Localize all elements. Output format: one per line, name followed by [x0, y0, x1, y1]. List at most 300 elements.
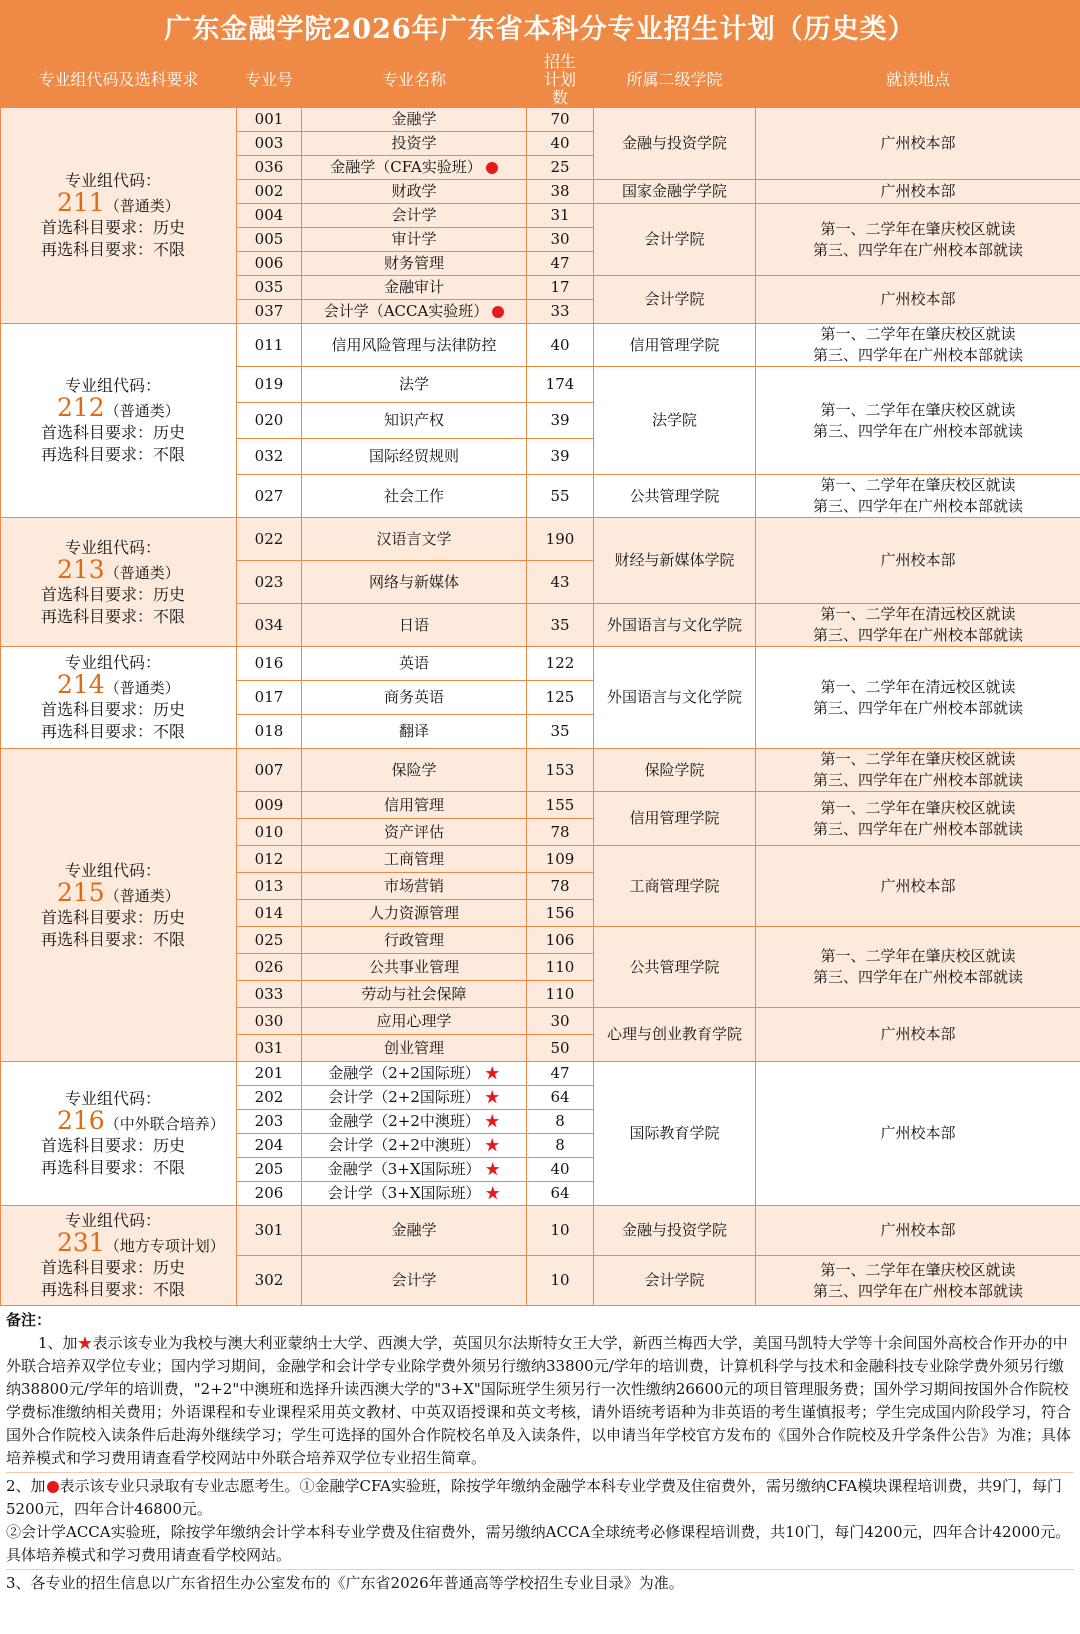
college-cell: 心理与创业教育学院	[594, 1008, 756, 1062]
group-code-line	[41, 670, 236, 699]
college-cell: 信用管理学院	[594, 792, 756, 846]
header-location: 就读地点	[756, 53, 1080, 108]
red-dot-icon	[47, 1481, 59, 1493]
major-name-cell	[302, 873, 527, 900]
plan-count: 106	[527, 927, 594, 954]
plan-count: 35	[527, 715, 594, 749]
major-name-cell	[302, 561, 527, 604]
college-cell: 国际教育学院	[594, 1062, 756, 1206]
plan-count: 10	[527, 1256, 594, 1306]
location-cell	[756, 846, 1080, 927]
major-name-cell	[302, 819, 527, 846]
table-row	[1, 518, 1080, 561]
major-name: 人力资源管理	[368, 903, 459, 922]
group-code-label: 专业组代码：	[65, 860, 162, 880]
college-cell: 会计学院	[594, 276, 756, 324]
location-line: 第一、二学年在清远校区就读	[820, 605, 1016, 623]
major-name: 会计学（ACCA实验班）	[323, 302, 489, 320]
location-line: 第三、四学年在广州校本部就读	[812, 497, 1023, 515]
major-no: 002	[237, 180, 302, 204]
plan-count: 78	[527, 819, 594, 846]
table-row	[1, 108, 1080, 132]
location-cell	[756, 1206, 1080, 1256]
major-name: 英语	[398, 654, 429, 672]
plan-count: 8	[527, 1110, 594, 1134]
major-no: 302	[237, 1256, 302, 1306]
college-cell: 法学院	[594, 367, 756, 475]
major-name: 行政管理	[383, 930, 444, 949]
location-cell	[756, 927, 1080, 1008]
major-name: 审计学	[391, 230, 437, 248]
plan-count: 174	[527, 367, 594, 403]
table-row	[1, 647, 1080, 681]
star-icon: ★	[484, 1112, 500, 1130]
group-code: 212	[57, 393, 105, 422]
major-name: 国际经贸规则	[368, 447, 459, 465]
major-no: 016	[237, 647, 302, 681]
location-line: 第三、四学年在广州校本部就读	[812, 421, 1023, 440]
major-no: 010	[237, 819, 302, 846]
major-name-cell	[302, 180, 527, 204]
location-line: 第一、二学年在肇庆校区就读	[820, 476, 1016, 494]
major-no: 007	[237, 749, 302, 792]
table-row	[1, 1206, 1080, 1256]
major-name-cell	[302, 1134, 527, 1158]
major-name-cell	[302, 1086, 527, 1110]
location-line: 广州校本部	[880, 182, 956, 200]
note-2-prefix: 2、加	[6, 1477, 46, 1495]
location-line: 第三、四学年在广州校本部就读	[812, 968, 1023, 986]
location-cell	[756, 475, 1080, 518]
major-name-cell	[302, 1256, 527, 1306]
note-1	[6, 1332, 1074, 1470]
major-name-cell	[302, 518, 527, 561]
location-cell	[756, 792, 1080, 846]
first-subject-req: 首选科目要求：历史	[41, 700, 186, 719]
major-name: 社会工作	[383, 486, 444, 505]
major-name-cell	[302, 439, 527, 475]
major-name-cell	[302, 475, 527, 518]
second-subject-req: 再选科目要求：不限	[41, 1158, 186, 1177]
major-no: 017	[237, 681, 302, 715]
location-cell	[756, 324, 1080, 367]
group-code-line	[41, 393, 236, 422]
major-no: 013	[237, 873, 302, 900]
location-cell	[756, 749, 1080, 792]
group-code-label: 专业组代码：	[65, 653, 162, 672]
location-line: 广州校本部	[880, 876, 956, 895]
major-name: 会计学（2+2中澳班）	[328, 1136, 480, 1154]
plan-count: 109	[527, 846, 594, 873]
note-2	[6, 1475, 1074, 1521]
major-no: 014	[237, 900, 302, 927]
star-icon: ★	[485, 1160, 501, 1178]
college-cell: 公共管理学院	[594, 927, 756, 1008]
plan-count: 47	[527, 252, 594, 276]
plan-count: 50	[527, 1035, 594, 1062]
plan-count: 38	[527, 180, 594, 204]
major-no: 022	[237, 518, 302, 561]
college-cell: 国家金融学学院	[594, 180, 756, 204]
second-subject-req: 再选科目要求：不限	[41, 606, 186, 626]
major-name: 信用风险管理与法律防控	[331, 335, 497, 354]
college-cell: 会计学院	[594, 204, 756, 276]
plan-count: 31	[527, 204, 594, 228]
location-line: 第三、四学年在广州校本部就读	[812, 771, 1023, 789]
major-name-cell	[302, 981, 527, 1008]
notes-heading: 备注：	[6, 1311, 52, 1329]
table-row	[1, 749, 1080, 792]
major-name-cell	[302, 1062, 527, 1086]
major-no: 023	[237, 561, 302, 604]
first-subject-req: 首选科目要求：历史	[41, 907, 186, 927]
major-name: 商务英语	[383, 688, 444, 706]
major-name: 知识产权	[383, 411, 444, 429]
college-cell: 金融与投资学院	[594, 108, 756, 180]
major-no: 035	[237, 276, 302, 300]
header-plan-label: 招生计划数	[543, 52, 576, 107]
major-no: 301	[237, 1206, 302, 1256]
plan-count: 64	[527, 1086, 594, 1110]
second-subject-req: 再选科目要求：不限	[41, 240, 186, 259]
plan-count: 153	[527, 749, 594, 792]
group-code-line	[41, 1106, 236, 1135]
notes-divider	[6, 1569, 1074, 1570]
major-name: 法学	[398, 375, 429, 393]
table-header-row	[1, 53, 1080, 108]
plan-count: 30	[527, 228, 594, 252]
plan-count: 78	[527, 873, 594, 900]
group-cell	[1, 324, 237, 518]
note-2-text: 表示该专业只录取有专业志愿考生。①金融学CFA实验班，除按学年缴纳金融学本科专业学费及住宿费外，需另缴纳CFA模块课程培训费，共9门，每门5200元，四年合计46800元。	[6, 1477, 1062, 1518]
note-3: 3、各专业的招生信息以广东省招生办公室发布的《广东省2026年普通高等学校招生专业目录》为准。	[6, 1574, 684, 1592]
header-major-no: 专业号	[237, 53, 302, 108]
location-cell	[756, 108, 1080, 180]
major-no: 018	[237, 715, 302, 749]
plan-count: 30	[527, 1008, 594, 1035]
notes-section	[0, 1306, 1080, 1595]
major-name: 劳动与社会保障	[361, 984, 467, 1003]
major-name: 工商管理	[383, 849, 444, 868]
location-line: 第一、二学年在肇庆校区就读	[820, 798, 1016, 817]
major-no: 205	[237, 1158, 302, 1182]
plan-count: 190	[527, 518, 594, 561]
major-name: 投资学	[391, 134, 437, 152]
major-name: 公共事业管理	[368, 957, 459, 976]
group-code: 231	[57, 1228, 105, 1257]
note-1-prefix: 1、加	[38, 1334, 78, 1352]
group-cell	[1, 749, 237, 1062]
major-name-cell	[302, 324, 527, 367]
major-name: 保险学	[391, 760, 437, 779]
plan-count: 40	[527, 1158, 594, 1182]
group-type: （普通类）	[104, 679, 180, 697]
major-no: 030	[237, 1008, 302, 1035]
header-college: 所属二级学院	[594, 53, 756, 108]
major-name: 会计学	[391, 206, 437, 224]
location-line: 第一、二学年在清远校区就读	[820, 677, 1016, 696]
group-cell	[1, 518, 237, 647]
location-line: 第一、二学年在肇庆校区就读	[820, 947, 1016, 965]
plan-count: 33	[527, 300, 594, 324]
major-no: 020	[237, 403, 302, 439]
major-name: 金融学（CFA实验班）	[330, 158, 482, 176]
plan-count: 39	[527, 403, 594, 439]
plan-count: 17	[527, 276, 594, 300]
college-cell: 金融与投资学院	[594, 1206, 756, 1256]
group-code-line	[41, 877, 236, 907]
major-name-cell	[302, 1008, 527, 1035]
major-name: 网络与新媒体	[368, 572, 459, 591]
major-name-cell	[302, 681, 527, 715]
location-cell	[756, 604, 1080, 647]
major-no: 019	[237, 367, 302, 403]
major-no: 006	[237, 252, 302, 276]
group-type: （普通类）	[104, 563, 180, 582]
major-no: 202	[237, 1086, 302, 1110]
college-cell: 工商管理学院	[594, 846, 756, 927]
group-code-line	[41, 554, 236, 584]
first-subject-req: 首选科目要求：历史	[41, 218, 186, 237]
group-code-line	[41, 188, 236, 217]
group-code: 216	[57, 1106, 105, 1135]
plan-count: 43	[527, 561, 594, 604]
group-code: 211	[57, 188, 105, 217]
location-line: 第一、二学年在肇庆校区就读	[820, 325, 1016, 343]
major-name-cell	[302, 108, 527, 132]
major-name: 金融学（2+2中澳班）	[328, 1112, 480, 1130]
major-name-cell	[302, 156, 527, 180]
header-group-code: 专业组代码及选科要求	[1, 53, 237, 108]
major-no: 031	[237, 1035, 302, 1062]
group-code-line	[41, 1228, 236, 1257]
major-no: 012	[237, 846, 302, 873]
red-dot-icon	[492, 306, 504, 318]
table-row	[1, 324, 1080, 367]
major-name-cell	[302, 647, 527, 681]
first-subject-req: 首选科目要求：历史	[41, 423, 186, 442]
plan-count: 156	[527, 900, 594, 927]
star-icon: ★	[484, 1064, 500, 1082]
college-cell: 财经与新媒体学院	[594, 518, 756, 604]
plan-count: 8	[527, 1134, 594, 1158]
header-plan	[527, 53, 594, 108]
location-line: 广州校本部	[880, 1221, 956, 1239]
location-cell	[756, 518, 1080, 604]
location-line: 第一、二学年在肇庆校区就读	[820, 400, 1016, 419]
major-name-cell	[302, 604, 527, 647]
plan-count: 47	[527, 1062, 594, 1086]
plan-count: 125	[527, 681, 594, 715]
second-subject-req: 再选科目要求：不限	[41, 1280, 186, 1299]
plan-count: 70	[527, 108, 594, 132]
location-line: 广州校本部	[880, 551, 956, 569]
major-name-cell	[302, 300, 527, 324]
major-name-cell	[302, 1182, 527, 1206]
first-subject-req: 首选科目要求：历史	[41, 584, 186, 604]
major-no: 036	[237, 156, 302, 180]
major-name-cell	[302, 204, 527, 228]
location-line: 第三、四学年在广州校本部就读	[812, 819, 1023, 838]
group-code-label: 专业组代码：	[65, 1089, 162, 1108]
plan-count: 39	[527, 439, 594, 475]
major-name-cell	[302, 1206, 527, 1256]
major-no: 203	[237, 1110, 302, 1134]
plan-count: 122	[527, 647, 594, 681]
major-name: 会计学	[391, 1271, 437, 1289]
major-name-cell	[302, 900, 527, 927]
red-dot-icon	[486, 162, 498, 174]
major-name: 信用管理	[383, 795, 444, 814]
major-no: 037	[237, 300, 302, 324]
major-no: 004	[237, 204, 302, 228]
group-cell	[1, 1206, 237, 1306]
location-cell	[756, 1008, 1080, 1062]
enrollment-table	[0, 52, 1080, 1306]
first-subject-req: 首选科目要求：历史	[41, 1258, 186, 1277]
group-code: 213	[57, 554, 105, 584]
major-name-cell	[302, 276, 527, 300]
major-name-cell	[302, 954, 527, 981]
major-name: 应用心理学	[376, 1011, 452, 1030]
second-subject-req: 再选科目要求：不限	[41, 722, 186, 741]
major-name-cell	[302, 228, 527, 252]
college-cell: 公共管理学院	[594, 475, 756, 518]
major-no: 009	[237, 792, 302, 819]
location-cell	[756, 367, 1080, 475]
group-cell	[1, 108, 237, 324]
notes-divider	[6, 1472, 1074, 1473]
plan-count: 110	[527, 981, 594, 1008]
star-icon: ★	[484, 1088, 500, 1106]
major-no: 027	[237, 475, 302, 518]
location-line: 广州校本部	[880, 1124, 956, 1142]
plan-count: 35	[527, 604, 594, 647]
major-name-cell	[302, 403, 527, 439]
major-name: 市场营销	[383, 876, 444, 895]
location-line: 广州校本部	[880, 1025, 956, 1043]
plan-count: 40	[527, 324, 594, 367]
major-name: 创业管理	[383, 1038, 444, 1057]
major-name: 金融审计	[383, 278, 444, 296]
major-name: 金融学（3+X国际班）	[327, 1160, 481, 1178]
group-cell	[1, 1062, 237, 1206]
major-name-cell	[302, 132, 527, 156]
table-body	[1, 108, 1080, 1306]
major-no: 001	[237, 108, 302, 132]
plan-count: 25	[527, 156, 594, 180]
note-2-acca: ②会计学ACCA实验班，除按学年缴纳会计学本科专业学费及住宿费外，需另缴纳ACCA全球统考必修课程培训费，共10门，每门4200元，四年合计42000元。具体培养模式和学习费用请查看学校网站。	[6, 1523, 1071, 1564]
college-cell: 会计学院	[594, 1256, 756, 1306]
star-icon: ★	[77, 1334, 93, 1352]
note-1-text: 表示该专业为我校与澳大利亚蒙纳士大学、西澳大学，英国贝尔法斯特女王大学，新西兰梅西大学，美国马凯特大学等十余间国外高校合作开办的中外联合培养双学位专业；国内学习期间，金融学和会计学专业除学费外须另行缴纳33800元/学年的培训费，计算机科学与技术和金融科技专业除学费外须另行缴纳38800元/学年的培训费，"2+2"中澳班和选择升读西澳大学的"3+X"国际班学生须另行一次性缴纳26600元的项目管理服务费；国外学习期间按国外合作院校学费标准缴纳相关费用；外语课程和专业课程采用英文教材、中英双语授课和英文考核，请外语统考语种为非英语的考生谨慎报考；学生完成国内阶段学习，符合国外合作院校入读条件后赴海外继续学习；学生可选择的国外合作院校名单及入读条件，以申请当年学校官方发布的《国外合作院校及升学条件公告》为准；具体培养模式和学习费用请查看学校网站中外联合培养双学位专业招生简章。	[6, 1334, 1072, 1467]
major-name: 汉语言文学	[376, 529, 452, 548]
major-no: 011	[237, 324, 302, 367]
college-cell: 保险学院	[594, 749, 756, 792]
location-line: 第一、二学年在肇庆校区就读	[820, 219, 1016, 238]
second-subject-req: 再选科目要求：不限	[41, 445, 186, 464]
major-name-cell	[302, 252, 527, 276]
major-name-cell	[302, 1110, 527, 1134]
major-name: 会计学（2+2国际班）	[328, 1088, 480, 1106]
major-no: 033	[237, 981, 302, 1008]
major-no: 201	[237, 1062, 302, 1086]
major-no: 025	[237, 927, 302, 954]
table-row	[1, 1062, 1080, 1086]
plan-count: 64	[527, 1182, 594, 1206]
location-line: 第三、四学年在广州校本部就读	[812, 240, 1023, 259]
major-no: 005	[237, 228, 302, 252]
location-line: 第三、四学年在广州校本部就读	[812, 346, 1023, 364]
major-name: 财政学	[391, 182, 437, 200]
group-cell	[1, 647, 237, 749]
group-type: （地方专项计划）	[104, 1237, 225, 1255]
plan-count: 40	[527, 132, 594, 156]
major-name-cell	[302, 367, 527, 403]
major-name: 金融学	[391, 110, 437, 128]
college-cell: 信用管理学院	[594, 324, 756, 367]
group-code-label: 专业组代码：	[65, 537, 162, 557]
college-cell: 外国语言与文化学院	[594, 604, 756, 647]
location-line: 第三、四学年在广州校本部就读	[812, 626, 1023, 644]
first-subject-req: 首选科目要求：历史	[41, 1136, 186, 1155]
star-icon: ★	[485, 1184, 501, 1202]
group-code-label: 专业组代码：	[65, 376, 162, 395]
location-line: 第一、二学年在肇庆校区就读	[820, 750, 1016, 768]
major-name: 金融学	[391, 1221, 437, 1239]
plan-count: 110	[527, 954, 594, 981]
plan-count: 10	[527, 1206, 594, 1256]
location-line: 广州校本部	[880, 134, 956, 152]
second-subject-req: 再选科目要求：不限	[41, 929, 186, 949]
location-cell	[756, 1256, 1080, 1306]
location-cell	[756, 276, 1080, 324]
plan-count: 55	[527, 475, 594, 518]
location-line: 第三、四学年在广州校本部就读	[812, 1281, 1023, 1300]
major-no: 026	[237, 954, 302, 981]
major-no: 032	[237, 439, 302, 475]
location-cell	[756, 1062, 1080, 1206]
major-no: 204	[237, 1134, 302, 1158]
group-code-label: 专业组代码：	[65, 171, 162, 190]
group-type: （普通类）	[104, 197, 180, 215]
major-name-cell	[302, 715, 527, 749]
major-name: 会计学（3+X国际班）	[327, 1184, 481, 1202]
location-line: 广州校本部	[880, 290, 956, 308]
group-code: 214	[57, 670, 105, 699]
page-title: 广东金融学院2026年广东省本科分专业招生计划（历史类）	[0, 0, 1080, 52]
major-name-cell	[302, 846, 527, 873]
star-icon: ★	[484, 1136, 500, 1154]
plan-count: 155	[527, 792, 594, 819]
group-type: （普通类）	[104, 886, 180, 905]
major-name: 金融学（2+2国际班）	[328, 1064, 480, 1082]
major-name-cell	[302, 749, 527, 792]
college-cell: 外国语言与文化学院	[594, 647, 756, 749]
major-no: 003	[237, 132, 302, 156]
major-no: 034	[237, 604, 302, 647]
group-type: （普通类）	[104, 402, 180, 420]
major-name-cell	[302, 1158, 527, 1182]
major-name-cell	[302, 1035, 527, 1062]
location-line: 第三、四学年在广州校本部就读	[812, 698, 1023, 717]
major-name: 资产评估	[383, 822, 444, 841]
major-name: 日语	[398, 615, 429, 634]
major-name: 翻译	[398, 722, 429, 740]
group-code-label: 专业组代码：	[65, 1211, 162, 1230]
major-name-cell	[302, 927, 527, 954]
location-cell	[756, 204, 1080, 276]
